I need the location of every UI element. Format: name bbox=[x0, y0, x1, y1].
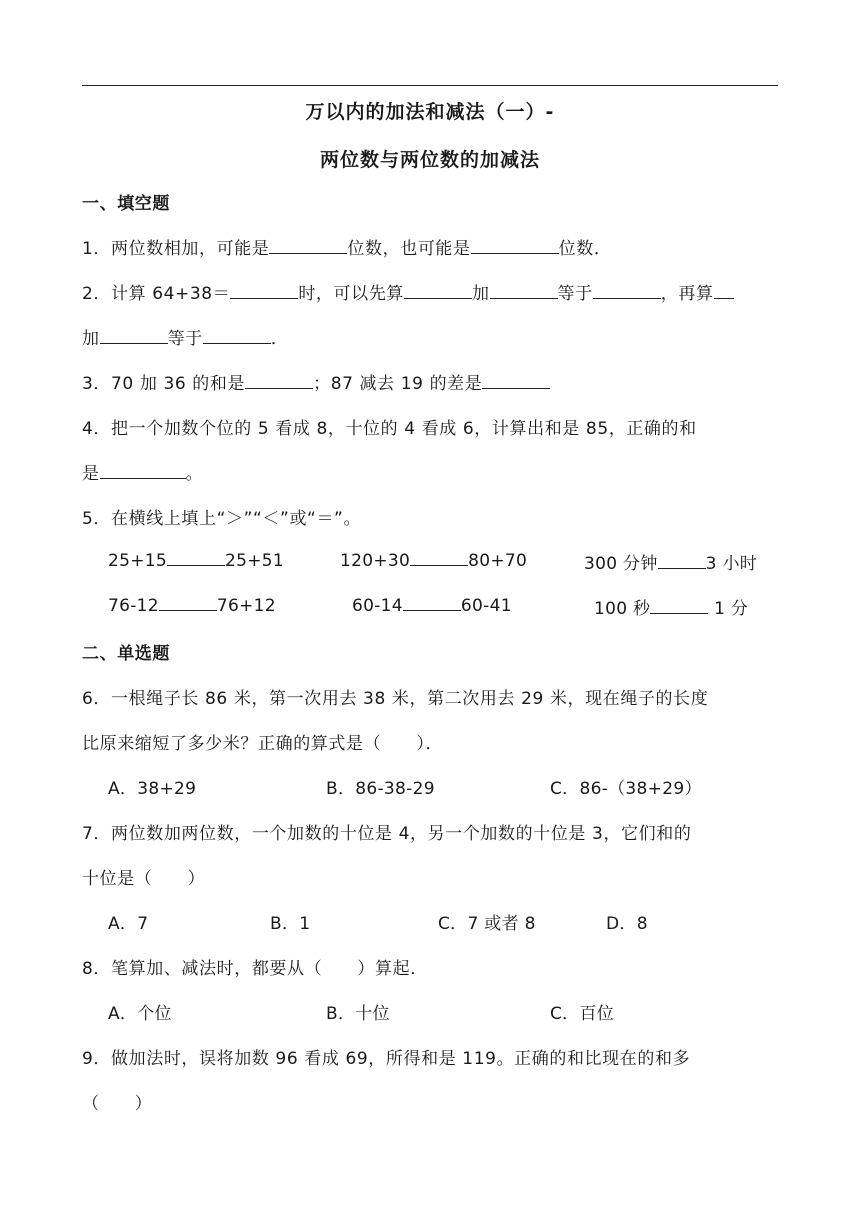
question-3 bbox=[82, 369, 550, 394]
compare-right: 3 小时 bbox=[705, 554, 758, 574]
q2-text-d: 等于 bbox=[557, 284, 593, 304]
compare-blank[interactable] bbox=[650, 597, 708, 614]
compare-left: 120+30 bbox=[340, 551, 411, 571]
q2-text-b: 时，可以先算 bbox=[298, 284, 404, 304]
answer-blank[interactable] bbox=[100, 327, 168, 344]
title-line-2: 两位数与两位数的加减法 bbox=[319, 149, 540, 171]
option-a[interactable]: A．个位 bbox=[108, 1004, 172, 1024]
compare-item bbox=[594, 594, 748, 619]
answer-blank[interactable] bbox=[100, 462, 186, 479]
question-9-line-2: （ ） bbox=[82, 1094, 153, 1114]
q1-text-a: 1．两位数相加，可能是 bbox=[82, 239, 270, 259]
question-4-line-1: 4．把一个加数个位的 5 看成 8，十位的 4 看成 6，计算出和是 85，正确的和 bbox=[82, 419, 697, 439]
question-8-line-1: 8．笔算加、减法时，都要从（ ）算起． bbox=[82, 959, 428, 979]
answer-blank[interactable] bbox=[245, 372, 313, 389]
compare-left: 76-12 bbox=[108, 596, 159, 616]
option-b[interactable]: B．十位 bbox=[326, 1004, 390, 1024]
q3-text-a: 3．70 加 36 的和是 bbox=[82, 374, 246, 394]
option-b[interactable]: B．86-38-29 bbox=[326, 779, 435, 799]
question-6-line-2: 比原来缩短了多少米？正确的算式是（ ）． bbox=[82, 734, 444, 754]
answer-blank[interactable] bbox=[404, 282, 472, 299]
q2-text-c: 加 bbox=[471, 284, 490, 304]
top-rule bbox=[82, 85, 778, 86]
q2-text-a: 2．计算 64+38＝ bbox=[82, 284, 231, 304]
option-d[interactable]: D．8 bbox=[606, 914, 648, 934]
question-6-line-1: 6．一根绳子长 86 米，第一次用去 38 米，第二次用去 29 米，现在绳子的长度 bbox=[82, 689, 709, 709]
compare-right: 25+51 bbox=[225, 551, 285, 571]
q2-text-g: 等于 bbox=[167, 329, 203, 349]
compare-item bbox=[352, 594, 512, 616]
q4-text-b: 是 bbox=[82, 464, 100, 484]
option-c[interactable]: C．86-（38+29） bbox=[550, 779, 702, 799]
compare-item bbox=[108, 549, 284, 571]
question-2-line-1 bbox=[82, 279, 734, 304]
answer-blank[interactable] bbox=[269, 237, 347, 254]
question-4-line-2 bbox=[82, 459, 203, 484]
option-c[interactable]: C．7 或者 8 bbox=[438, 914, 536, 934]
compare-item bbox=[584, 549, 757, 574]
title-line-1: 万以内的加法和减法（一）- bbox=[305, 101, 555, 123]
answer-blank[interactable] bbox=[490, 282, 558, 299]
section-heading-fill-in: 一、填空题 bbox=[82, 194, 170, 214]
answer-blank[interactable] bbox=[593, 282, 661, 299]
q2-text-h: ． bbox=[270, 329, 289, 349]
compare-right: 80+70 bbox=[468, 551, 528, 571]
answer-blank[interactable] bbox=[714, 282, 734, 299]
option-b[interactable]: B．1 bbox=[270, 914, 311, 934]
answer-blank[interactable] bbox=[471, 237, 559, 254]
compare-item bbox=[108, 594, 276, 616]
question-5-stem: 5．在横线上填上“＞”“＜”或“＝”。 bbox=[82, 509, 362, 529]
compare-blank[interactable] bbox=[410, 549, 468, 566]
option-a[interactable]: A．38+29 bbox=[108, 779, 197, 799]
compare-blank[interactable] bbox=[159, 594, 217, 611]
question-7-line-2: 十位是（ ） bbox=[82, 869, 206, 889]
option-a[interactable]: A．7 bbox=[108, 914, 149, 934]
compare-right: 1 分 bbox=[708, 599, 749, 619]
compare-blank[interactable] bbox=[658, 552, 706, 569]
answer-blank[interactable] bbox=[482, 372, 550, 389]
answer-blank[interactable] bbox=[230, 282, 298, 299]
compare-item bbox=[340, 549, 527, 571]
question-1 bbox=[82, 234, 611, 259]
compare-right: 76+12 bbox=[216, 596, 276, 616]
option-c[interactable]: C．百位 bbox=[550, 1004, 615, 1024]
section-heading-single-choice: 二、单选题 bbox=[82, 644, 170, 664]
q1-text-c: 位数． bbox=[558, 239, 612, 259]
compare-left: 60-14 bbox=[352, 596, 403, 616]
question-7-line-1: 7．两位数加两位数，一个加数的十位是 4，另一个加数的十位是 3，它们和的 bbox=[82, 824, 692, 844]
q3-text-b: ；87 减去 19 的差是 bbox=[313, 374, 483, 394]
compare-left: 25+15 bbox=[108, 551, 168, 571]
compare-blank[interactable] bbox=[167, 549, 225, 566]
question-2-line-2 bbox=[82, 324, 288, 349]
compare-right: 60-41 bbox=[460, 596, 512, 616]
compare-blank[interactable] bbox=[403, 594, 461, 611]
q2-text-e: ，再算 bbox=[660, 284, 714, 304]
question-9-line-1: 9．做加法时，误将加数 96 看成 69，所得和是 119。正确的和比现在的和多 bbox=[82, 1049, 691, 1069]
answer-blank[interactable] bbox=[203, 327, 271, 344]
q2-text-f: 加 bbox=[82, 329, 100, 349]
q4-text-c: 。 bbox=[185, 464, 204, 484]
q1-text-b: 位数，也可能是 bbox=[347, 239, 471, 259]
compare-left: 300 分钟 bbox=[584, 554, 658, 574]
compare-left: 100 秒 bbox=[594, 599, 651, 619]
